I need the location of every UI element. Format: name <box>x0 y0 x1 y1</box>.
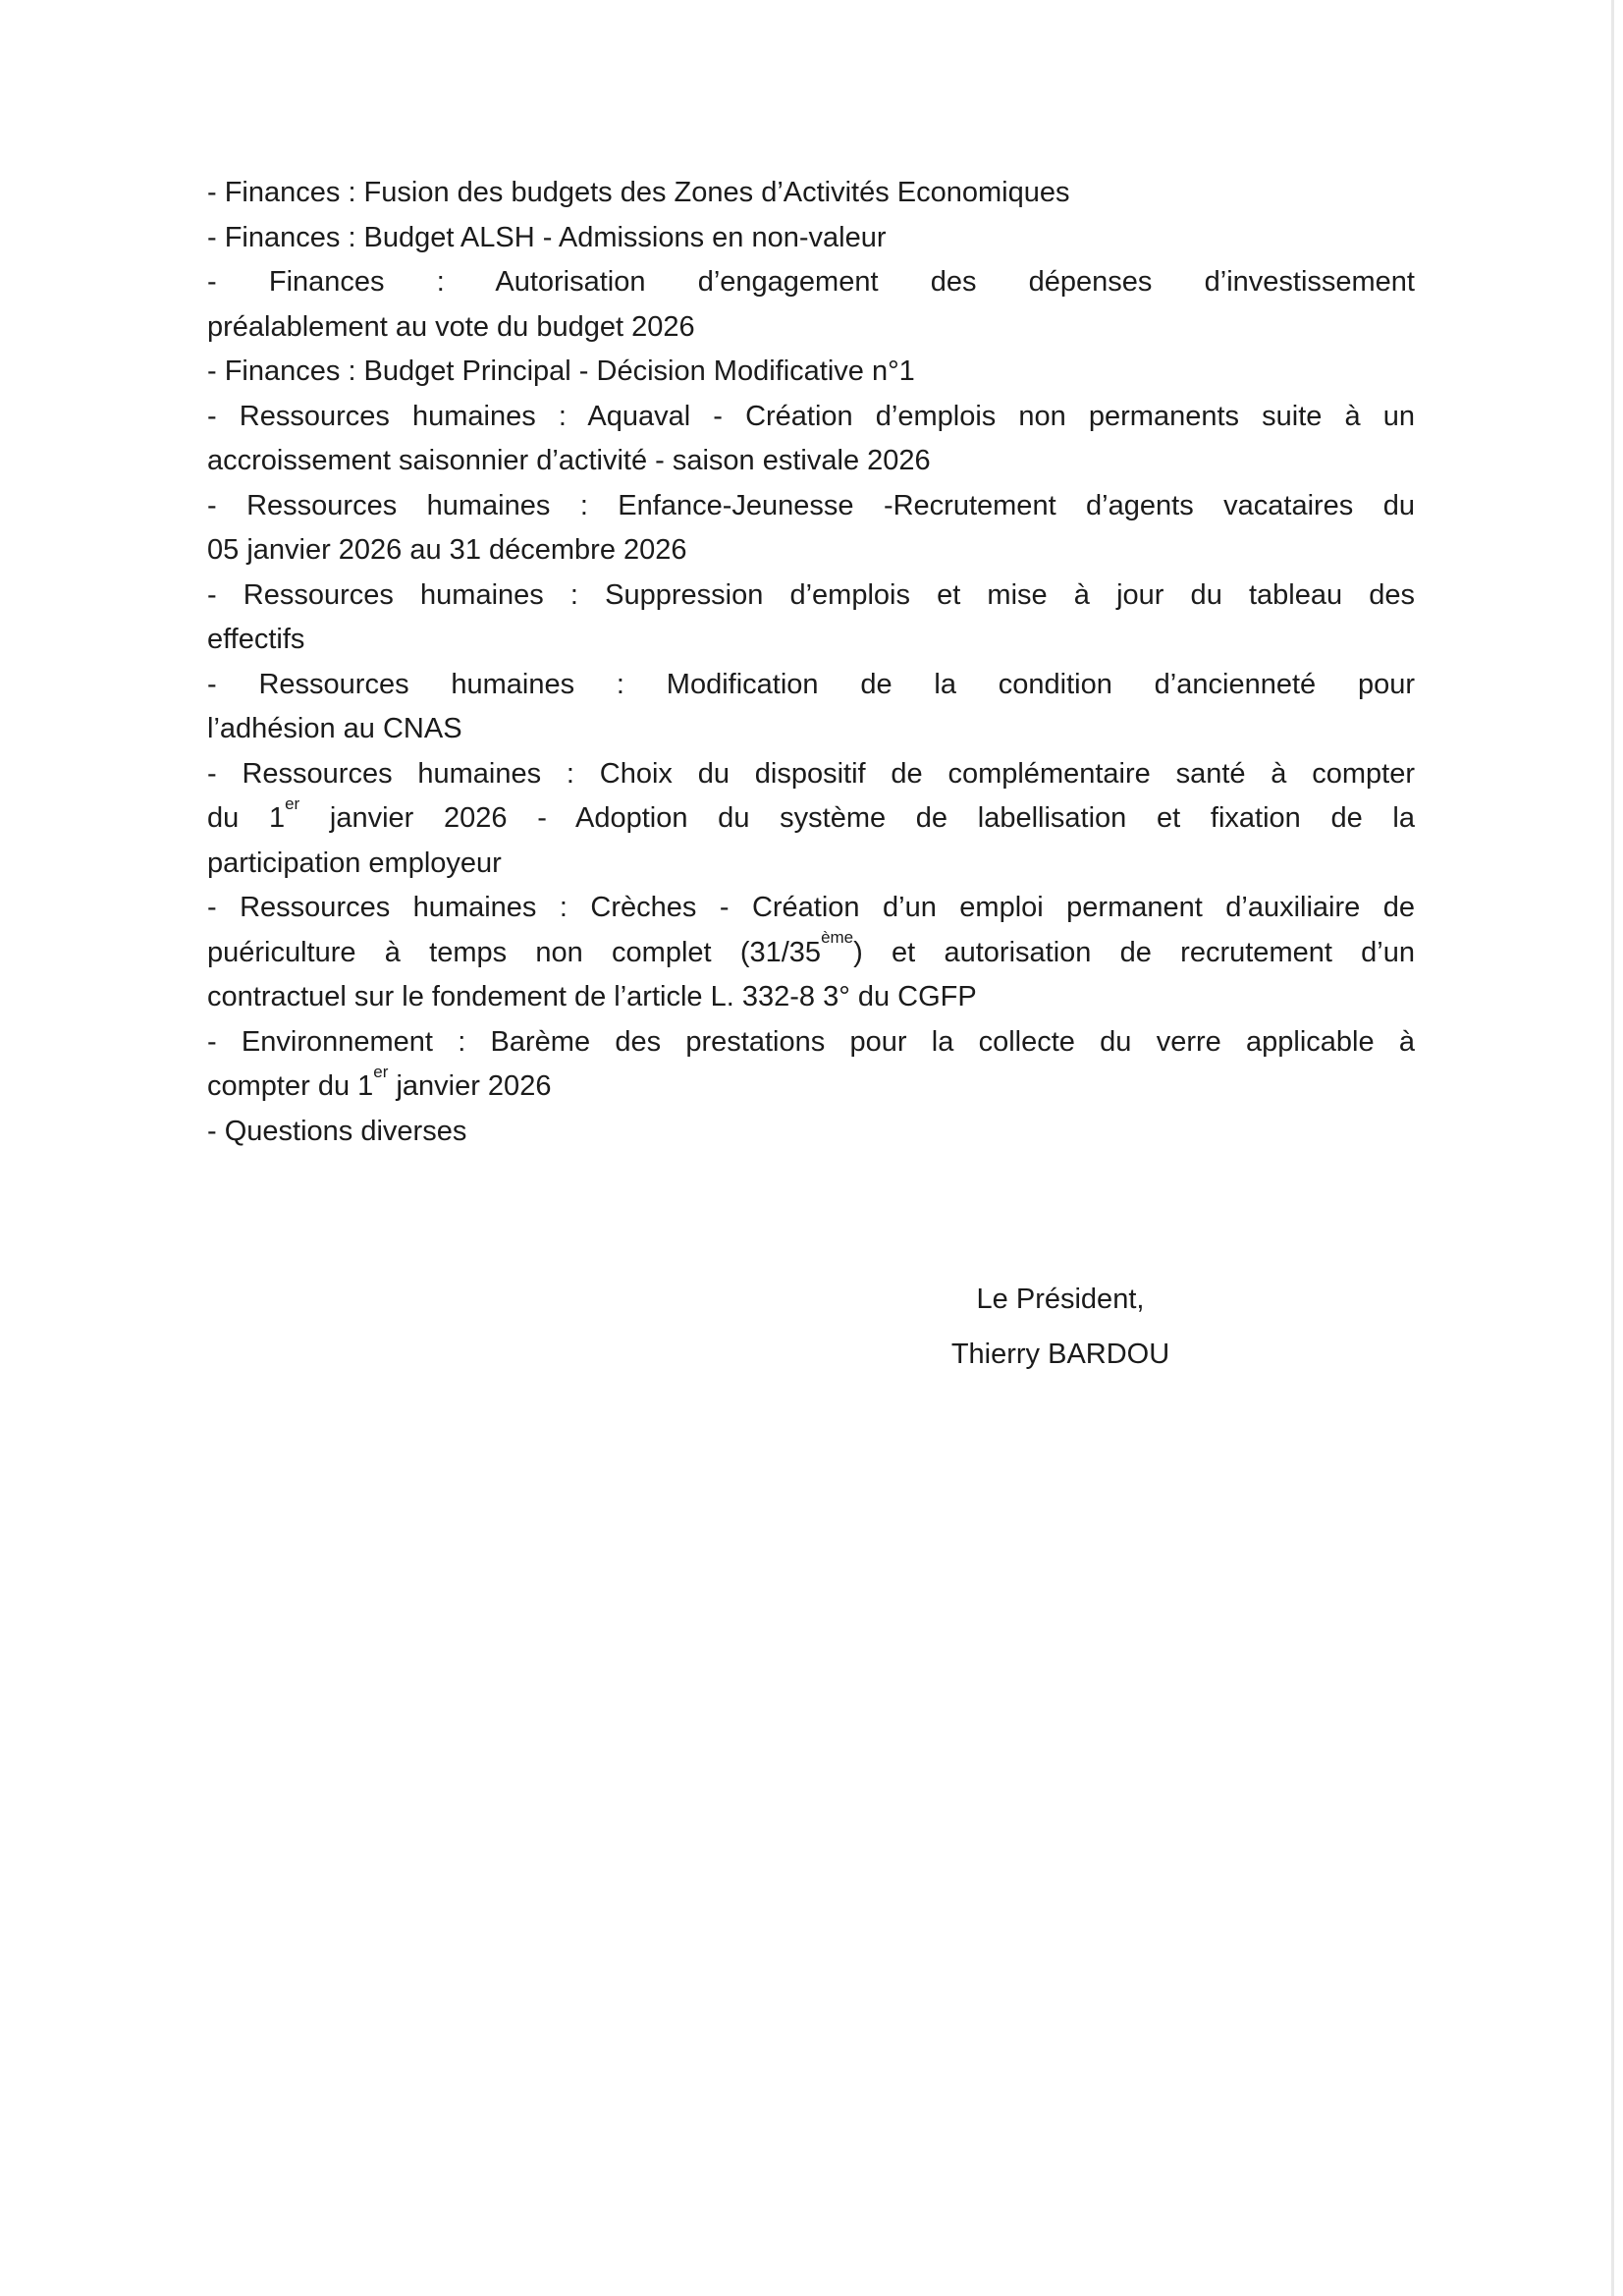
signature-block <box>815 1272 1306 1382</box>
agenda-line: - Ressources humaines : Modification de la condition d’ancienneté pour <box>207 668 1415 700</box>
ordinal-superscript: er <box>285 793 300 813</box>
agenda-item <box>207 350 1415 395</box>
signature-title: Le Président, <box>976 1284 1145 1315</box>
agenda-line-text: janvier 2026 <box>388 1070 552 1102</box>
agenda-line: - Finances : Autorisation d’engagement des dépenses d’investissement <box>207 266 1415 298</box>
agenda-line-text: janvier 2026 - Adoption du système de labellisation et fixation de la <box>299 802 1415 834</box>
agenda-line <box>207 1062 1415 1110</box>
agenda-line: - Ressources humaines : Aquaval - Création d’emplois non permanents suite à un <box>207 400 1415 432</box>
agenda-item <box>207 1020 1415 1110</box>
agenda-item <box>207 216 1415 261</box>
agenda-line: - Ressources humaines : Suppression d’emplois et mise à jour du tableau des <box>207 578 1415 611</box>
agenda-line: effectifs <box>207 624 305 655</box>
agenda-line: l’adhésion au CNAS <box>207 713 462 744</box>
agenda-line: - Finances : Budget Principal - Décision Modificative n°1 <box>207 355 915 387</box>
agenda-line: accroissement saisonnier d’activité - saison estivale 2026 <box>207 445 931 476</box>
agenda-line-text: puériculture à temps non complet (31/35 <box>207 936 822 968</box>
agenda-line: - Questions diverses <box>207 1115 467 1147</box>
agenda-item <box>207 663 1415 752</box>
agenda-line-text: du 1 <box>207 802 286 834</box>
agenda-list <box>207 171 1415 1154</box>
agenda-line: - Finances : Budget ALSH - Admissions en non-valeur <box>207 221 887 253</box>
agenda-line <box>207 928 1415 976</box>
scan-edge-artifact <box>1611 0 1614 2296</box>
agenda-line: - Environnement : Barème des prestations pour la collecte du verre applicable à <box>207 1025 1415 1058</box>
agenda-line <box>207 793 1415 842</box>
signature-name: Thierry BARDOU <box>950 1339 1170 1370</box>
agenda-line: contractuel sur le fondement de l’article L. 332-8 3° du CGFP <box>207 981 977 1012</box>
agenda-item <box>207 574 1415 663</box>
agenda-line: - Ressources humaines : Crèches - Création d’un emploi permanent d’auxiliaire de <box>207 892 1415 923</box>
agenda-line: participation employeur <box>207 847 502 879</box>
ordinal-superscript: ème <box>821 928 854 948</box>
agenda-line: - Finances : Fusion des budgets des Zones d’Activités Economiques <box>207 177 1070 208</box>
ordinal-superscript: er <box>373 1062 389 1081</box>
agenda-item <box>207 171 1415 216</box>
agenda-line: préalablement au vote du budget 2026 <box>207 310 695 343</box>
agenda-item <box>207 886 1415 1020</box>
agenda-line: 05 janvier 2026 au 31 décembre 2026 <box>207 534 687 566</box>
agenda-line-text: compter du 1 <box>207 1070 374 1102</box>
agenda-item <box>207 1110 1415 1155</box>
agenda-item <box>207 395 1415 484</box>
agenda-item <box>207 260 1415 350</box>
agenda-line: - Ressources humaines : Enfance-Jeunesse -Recrutement d’agents vacataires du <box>207 489 1415 521</box>
agenda-line: - Ressources humaines : Choix du dispositif de complémentaire santé à compter <box>207 757 1415 790</box>
agenda-line-text: ) et autorisation de recrutement d’un <box>853 936 1415 968</box>
agenda-item <box>207 484 1415 574</box>
agenda-item <box>207 752 1415 887</box>
